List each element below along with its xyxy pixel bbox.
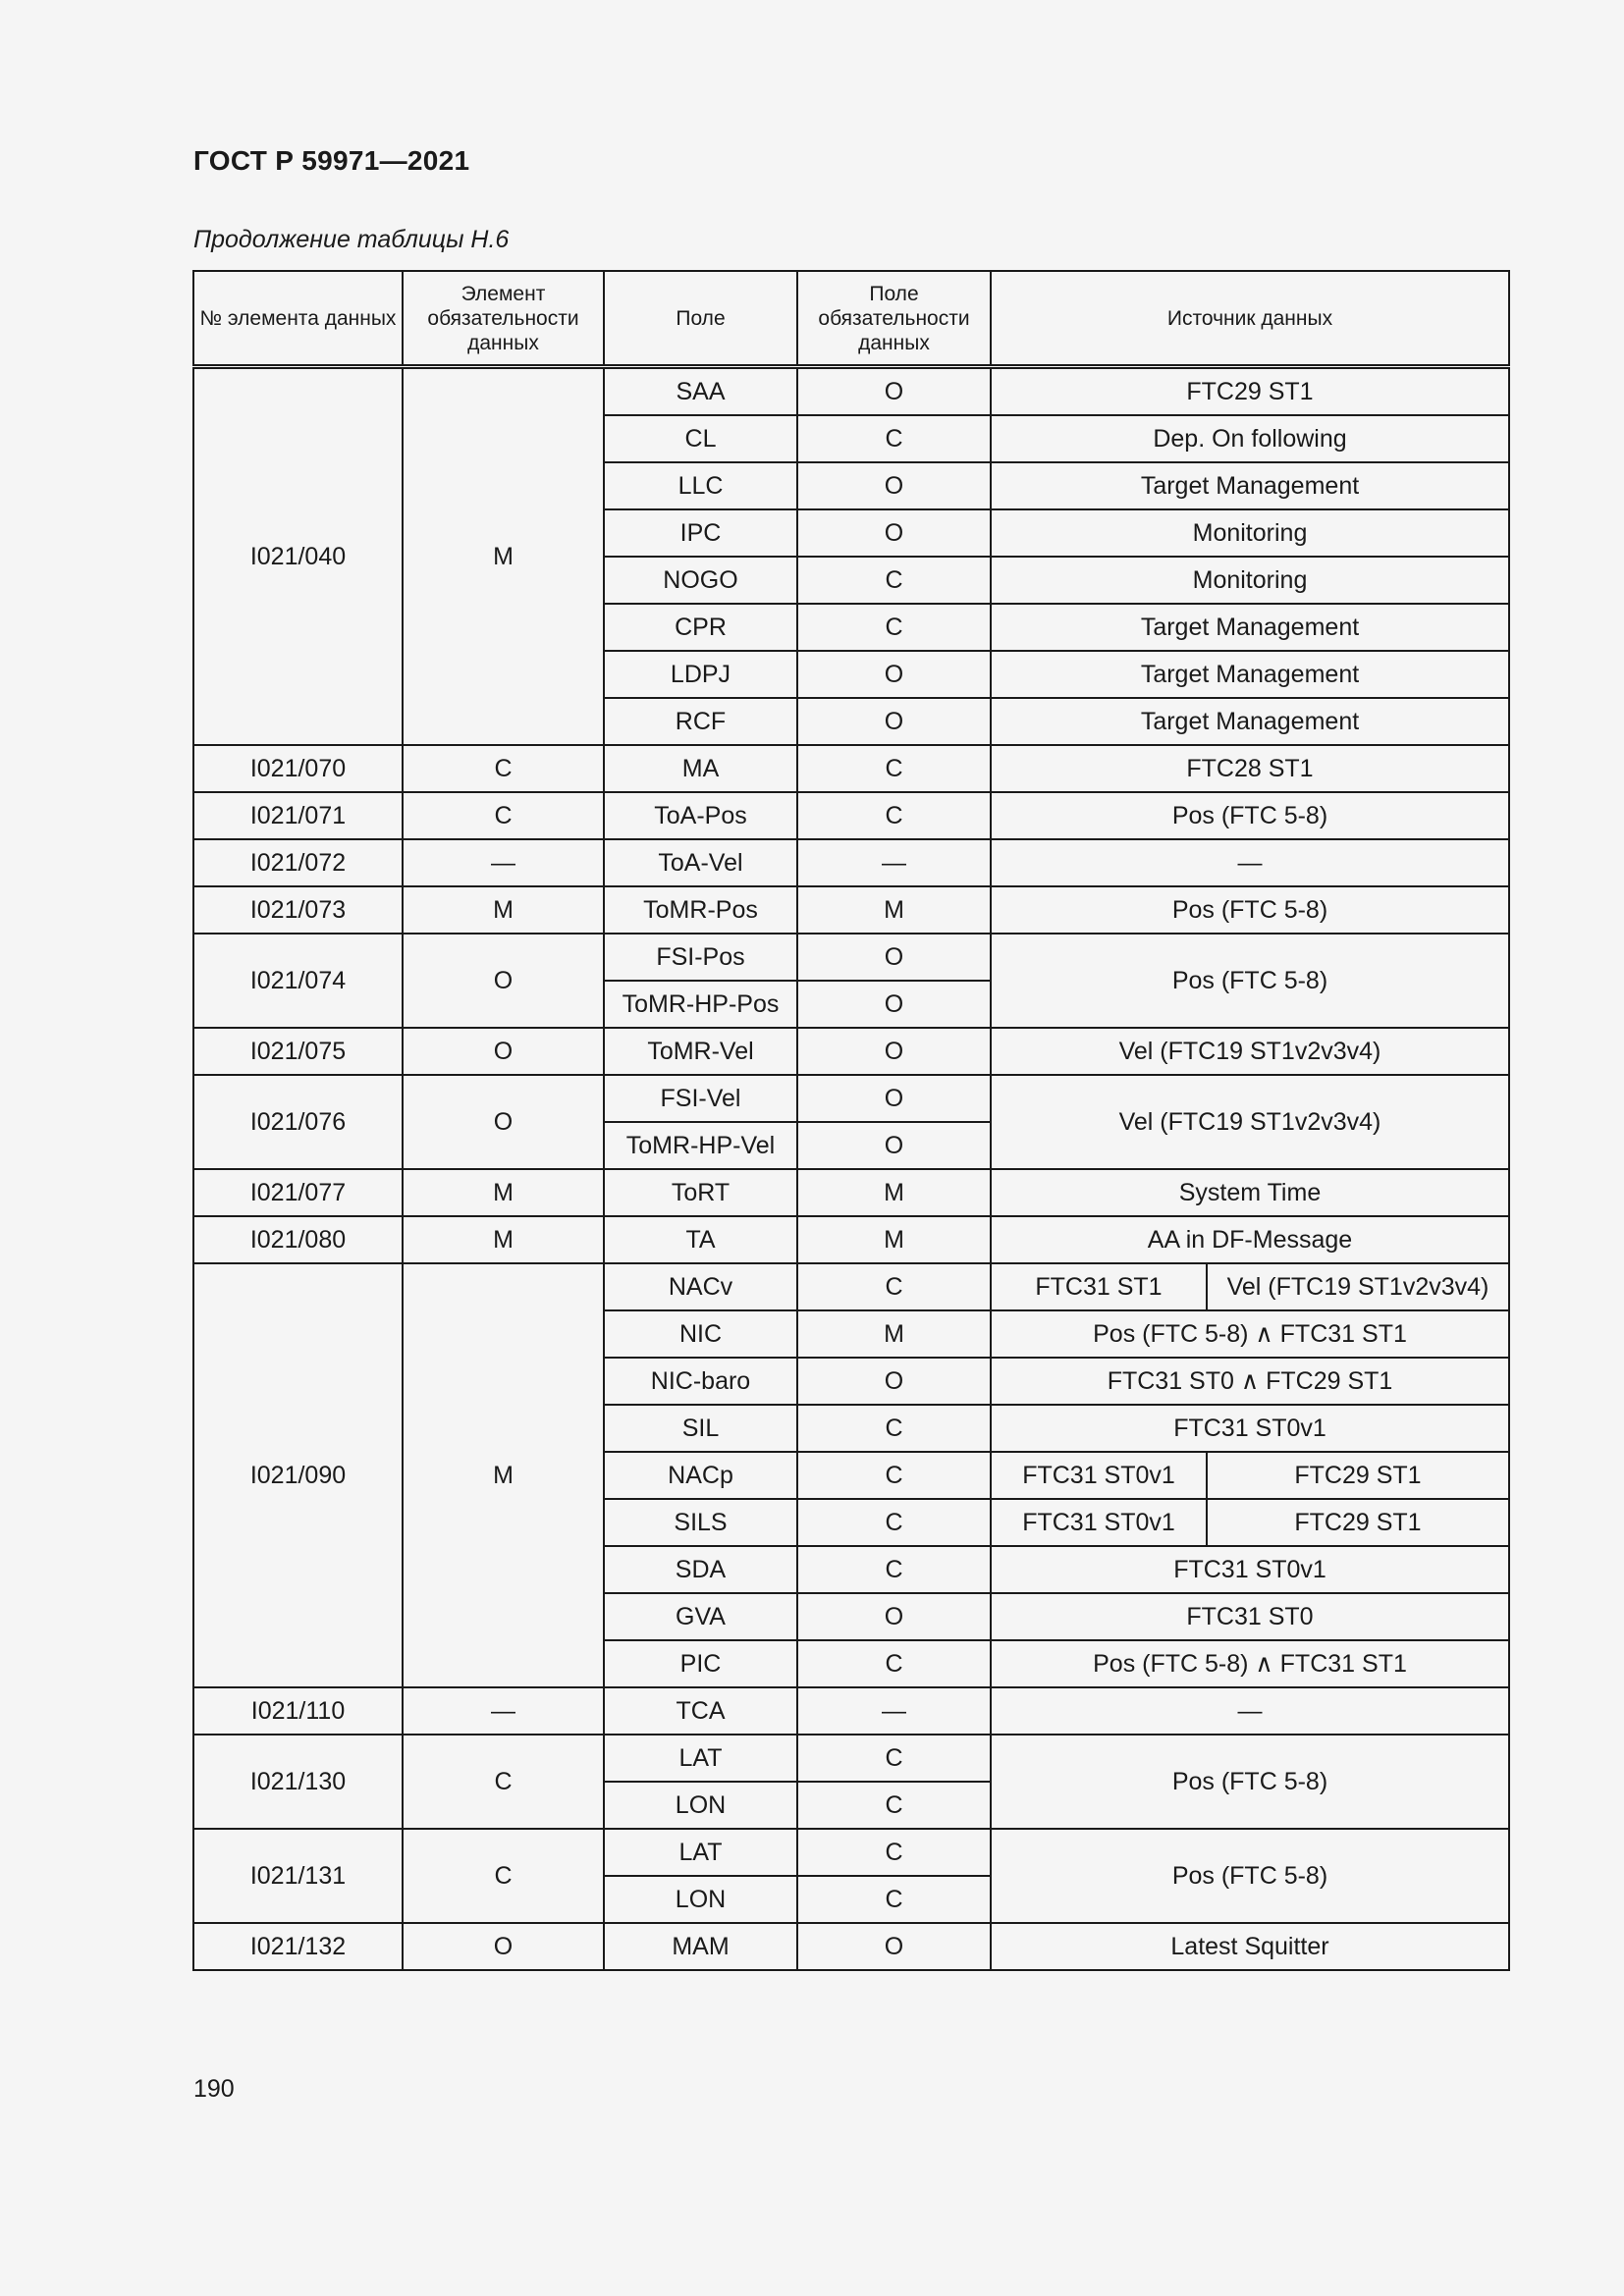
- field-obligation-cell: O: [797, 698, 991, 745]
- data-source-cell-part: FTC29 ST1: [1207, 1452, 1509, 1499]
- table-caption: Продолжение таблицы Н.6: [193, 226, 510, 253]
- field-cell: TA: [604, 1216, 797, 1263]
- table-row: [193, 1829, 1509, 1876]
- field-cell: SIL: [604, 1405, 797, 1452]
- field-obligation-cell: —: [797, 1687, 991, 1735]
- field-cell: ToMR-Pos: [604, 886, 797, 934]
- data-source-cell-part: FTC31 ST0v1: [991, 1452, 1207, 1499]
- column-header-element-number: № элемента данных: [193, 271, 403, 367]
- table-row: [193, 1075, 1509, 1122]
- field-obligation-cell: M: [797, 1216, 991, 1263]
- data-source-cell: Vel (FTC19 ST1v2v3v4): [991, 1028, 1509, 1075]
- field-cell: ToMR-HP-Pos: [604, 981, 797, 1028]
- field-cell: ToRT: [604, 1169, 797, 1216]
- field-cell: CPR: [604, 604, 797, 651]
- table-row: [193, 1028, 1509, 1075]
- table-header-row: [193, 271, 1509, 367]
- field-obligation-cell: C: [797, 745, 991, 792]
- field-obligation-cell: C: [797, 1735, 991, 1782]
- data-source-cell: Pos (FTC 5-8): [991, 1735, 1509, 1829]
- field-cell: NIC: [604, 1310, 797, 1358]
- field-obligation-cell: O: [797, 651, 991, 698]
- field-obligation-cell: O: [797, 1358, 991, 1405]
- element-number-cell: I021/077: [193, 1169, 403, 1216]
- table-body: [193, 367, 1509, 1971]
- data-source-cell: Pos (FTC 5-8): [991, 886, 1509, 934]
- element-obligation-cell: —: [403, 1687, 604, 1735]
- element-obligation-cell: O: [403, 934, 604, 1028]
- field-obligation-cell: O: [797, 1593, 991, 1640]
- data-source-cell: Pos (FTC 5-8) ∧ FTC31 ST1: [991, 1310, 1509, 1358]
- field-obligation-cell: C: [797, 1546, 991, 1593]
- data-source-cell: FTC31 ST0v1: [991, 1405, 1509, 1452]
- field-cell: NACp: [604, 1452, 797, 1499]
- field-cell: CL: [604, 415, 797, 462]
- data-source-cell: FTC28 ST1: [991, 745, 1509, 792]
- data-table: [192, 270, 1510, 1971]
- data-source-cell-part: FTC31 ST1: [991, 1263, 1207, 1310]
- field-obligation-cell: C: [797, 1640, 991, 1687]
- field-cell: ToMR-HP-Vel: [604, 1122, 797, 1169]
- field-obligation-cell: C: [797, 1263, 991, 1310]
- table-row: [193, 1263, 1509, 1310]
- element-number-cell: I021/090: [193, 1263, 403, 1687]
- field-cell: LAT: [604, 1735, 797, 1782]
- element-obligation-cell: M: [403, 1263, 604, 1687]
- element-number-cell: I021/073: [193, 886, 403, 934]
- data-source-cell: FTC31 ST0v1: [991, 1546, 1509, 1593]
- column-header-data-source: Источник данных: [991, 271, 1509, 367]
- element-number-cell: I021/075: [193, 1028, 403, 1075]
- table-row: [193, 886, 1509, 934]
- element-obligation-cell: M: [403, 1216, 604, 1263]
- element-number-cell: I021/131: [193, 1829, 403, 1923]
- field-obligation-cell: M: [797, 886, 991, 934]
- table-row: [193, 1923, 1509, 1970]
- data-source-cell: FTC31 ST0: [991, 1593, 1509, 1640]
- field-cell: LDPJ: [604, 651, 797, 698]
- field-obligation-cell: C: [797, 1829, 991, 1876]
- data-source-cell-part: Vel (FTC19 ST1v2v3v4): [1207, 1263, 1509, 1310]
- field-obligation-cell: O: [797, 934, 991, 981]
- data-source-cell: Target Management: [991, 698, 1509, 745]
- table-row: [193, 1216, 1509, 1263]
- field-cell: LLC: [604, 462, 797, 509]
- element-obligation-cell: C: [403, 745, 604, 792]
- field-obligation-cell: O: [797, 367, 991, 416]
- field-cell: ToA-Pos: [604, 792, 797, 839]
- data-source-cell: Monitoring: [991, 557, 1509, 604]
- field-cell: LAT: [604, 1829, 797, 1876]
- field-obligation-cell: O: [797, 981, 991, 1028]
- data-source-cell: System Time: [991, 1169, 1509, 1216]
- element-obligation-cell: C: [403, 1735, 604, 1829]
- data-source-cell: Pos (FTC 5-8): [991, 934, 1509, 1028]
- field-obligation-cell: O: [797, 462, 991, 509]
- data-source-cell: Target Management: [991, 651, 1509, 698]
- field-obligation-cell: C: [797, 557, 991, 604]
- element-obligation-cell: —: [403, 839, 604, 886]
- field-obligation-cell: C: [797, 1452, 991, 1499]
- data-source-cell: —: [991, 839, 1509, 886]
- field-cell: RCF: [604, 698, 797, 745]
- data-source-cell: FTC31 ST0 ∧ FTC29 ST1: [991, 1358, 1509, 1405]
- element-number-cell: I021/132: [193, 1923, 403, 1970]
- field-cell: SAA: [604, 367, 797, 416]
- field-cell: GVA: [604, 1593, 797, 1640]
- document-header: ГОСТ Р 59971—2021: [193, 145, 470, 176]
- field-cell: SDA: [604, 1546, 797, 1593]
- field-obligation-cell: O: [797, 1122, 991, 1169]
- table-row: [193, 745, 1509, 792]
- field-obligation-cell: C: [797, 1499, 991, 1546]
- field-obligation-cell: C: [797, 792, 991, 839]
- field-cell: SILS: [604, 1499, 797, 1546]
- column-header-element-obligation: Элемент обязательности данных: [403, 271, 604, 367]
- field-obligation-cell: C: [797, 1876, 991, 1923]
- element-obligation-cell: O: [403, 1075, 604, 1169]
- data-source-cell: Monitoring: [991, 509, 1509, 557]
- table-row: [193, 839, 1509, 886]
- field-cell: ToMR-Vel: [604, 1028, 797, 1075]
- element-obligation-cell: C: [403, 792, 604, 839]
- field-obligation-cell: O: [797, 1028, 991, 1075]
- field-obligation-cell: C: [797, 1782, 991, 1829]
- element-number-cell: I021/080: [193, 1216, 403, 1263]
- field-cell: NACv: [604, 1263, 797, 1310]
- field-obligation-cell: M: [797, 1310, 991, 1358]
- element-number-cell: I021/110: [193, 1687, 403, 1735]
- data-source-cell: Target Management: [991, 604, 1509, 651]
- field-cell: FSI-Vel: [604, 1075, 797, 1122]
- data-source-cell: FTC29 ST1: [991, 367, 1509, 416]
- column-header-field-obligation: Поле обязательности данных: [797, 271, 991, 367]
- data-source-cell: Dep. On following: [991, 415, 1509, 462]
- field-cell: NOGO: [604, 557, 797, 604]
- element-number-cell: I021/076: [193, 1075, 403, 1169]
- element-number-cell: I021/072: [193, 839, 403, 886]
- data-source-cell: Vel (FTC19 ST1v2v3v4): [991, 1075, 1509, 1169]
- table-row: [193, 367, 1509, 416]
- field-obligation-cell: C: [797, 415, 991, 462]
- field-cell: NIC-baro: [604, 1358, 797, 1405]
- field-cell: ToA-Vel: [604, 839, 797, 886]
- element-obligation-cell: O: [403, 1028, 604, 1075]
- field-obligation-cell: O: [797, 509, 991, 557]
- element-number-cell: I021/130: [193, 1735, 403, 1829]
- data-source-cell: Target Management: [991, 462, 1509, 509]
- field-obligation-cell: O: [797, 1923, 991, 1970]
- field-cell: LON: [604, 1782, 797, 1829]
- field-obligation-cell: —: [797, 839, 991, 886]
- field-cell: MAM: [604, 1923, 797, 1970]
- element-obligation-cell: M: [403, 367, 604, 746]
- table-row: [193, 1169, 1509, 1216]
- element-number-cell: I021/071: [193, 792, 403, 839]
- element-obligation-cell: O: [403, 1923, 604, 1970]
- table-row: [193, 1735, 1509, 1782]
- data-source-cell: Pos (FTC 5-8) ∧ FTC31 ST1: [991, 1640, 1509, 1687]
- field-obligation-cell: C: [797, 1405, 991, 1452]
- page-number: 190: [193, 2075, 235, 2103]
- element-obligation-cell: M: [403, 886, 604, 934]
- field-cell: TCA: [604, 1687, 797, 1735]
- data-source-cell: AA in DF-Message: [991, 1216, 1509, 1263]
- data-source-cell: Latest Squitter: [991, 1923, 1509, 1970]
- field-cell: MA: [604, 745, 797, 792]
- element-obligation-cell: M: [403, 1169, 604, 1216]
- data-source-cell: —: [991, 1687, 1509, 1735]
- field-cell: LON: [604, 1876, 797, 1923]
- column-header-field: Поле: [604, 271, 797, 367]
- element-obligation-cell: C: [403, 1829, 604, 1923]
- data-source-cell-part: FTC31 ST0v1: [991, 1499, 1207, 1546]
- element-number-cell: I021/040: [193, 367, 403, 746]
- element-number-cell: I021/070: [193, 745, 403, 792]
- field-obligation-cell: O: [797, 1075, 991, 1122]
- table-row: [193, 792, 1509, 839]
- table-row: [193, 934, 1509, 981]
- field-cell: PIC: [604, 1640, 797, 1687]
- data-source-cell-part: FTC29 ST1: [1207, 1499, 1509, 1546]
- element-number-cell: I021/074: [193, 934, 403, 1028]
- field-cell: IPC: [604, 509, 797, 557]
- table-row: [193, 1687, 1509, 1735]
- field-obligation-cell: M: [797, 1169, 991, 1216]
- field-obligation-cell: C: [797, 604, 991, 651]
- field-cell: FSI-Pos: [604, 934, 797, 981]
- data-source-cell: Pos (FTC 5-8): [991, 1829, 1509, 1923]
- data-source-cell: Pos (FTC 5-8): [991, 792, 1509, 839]
